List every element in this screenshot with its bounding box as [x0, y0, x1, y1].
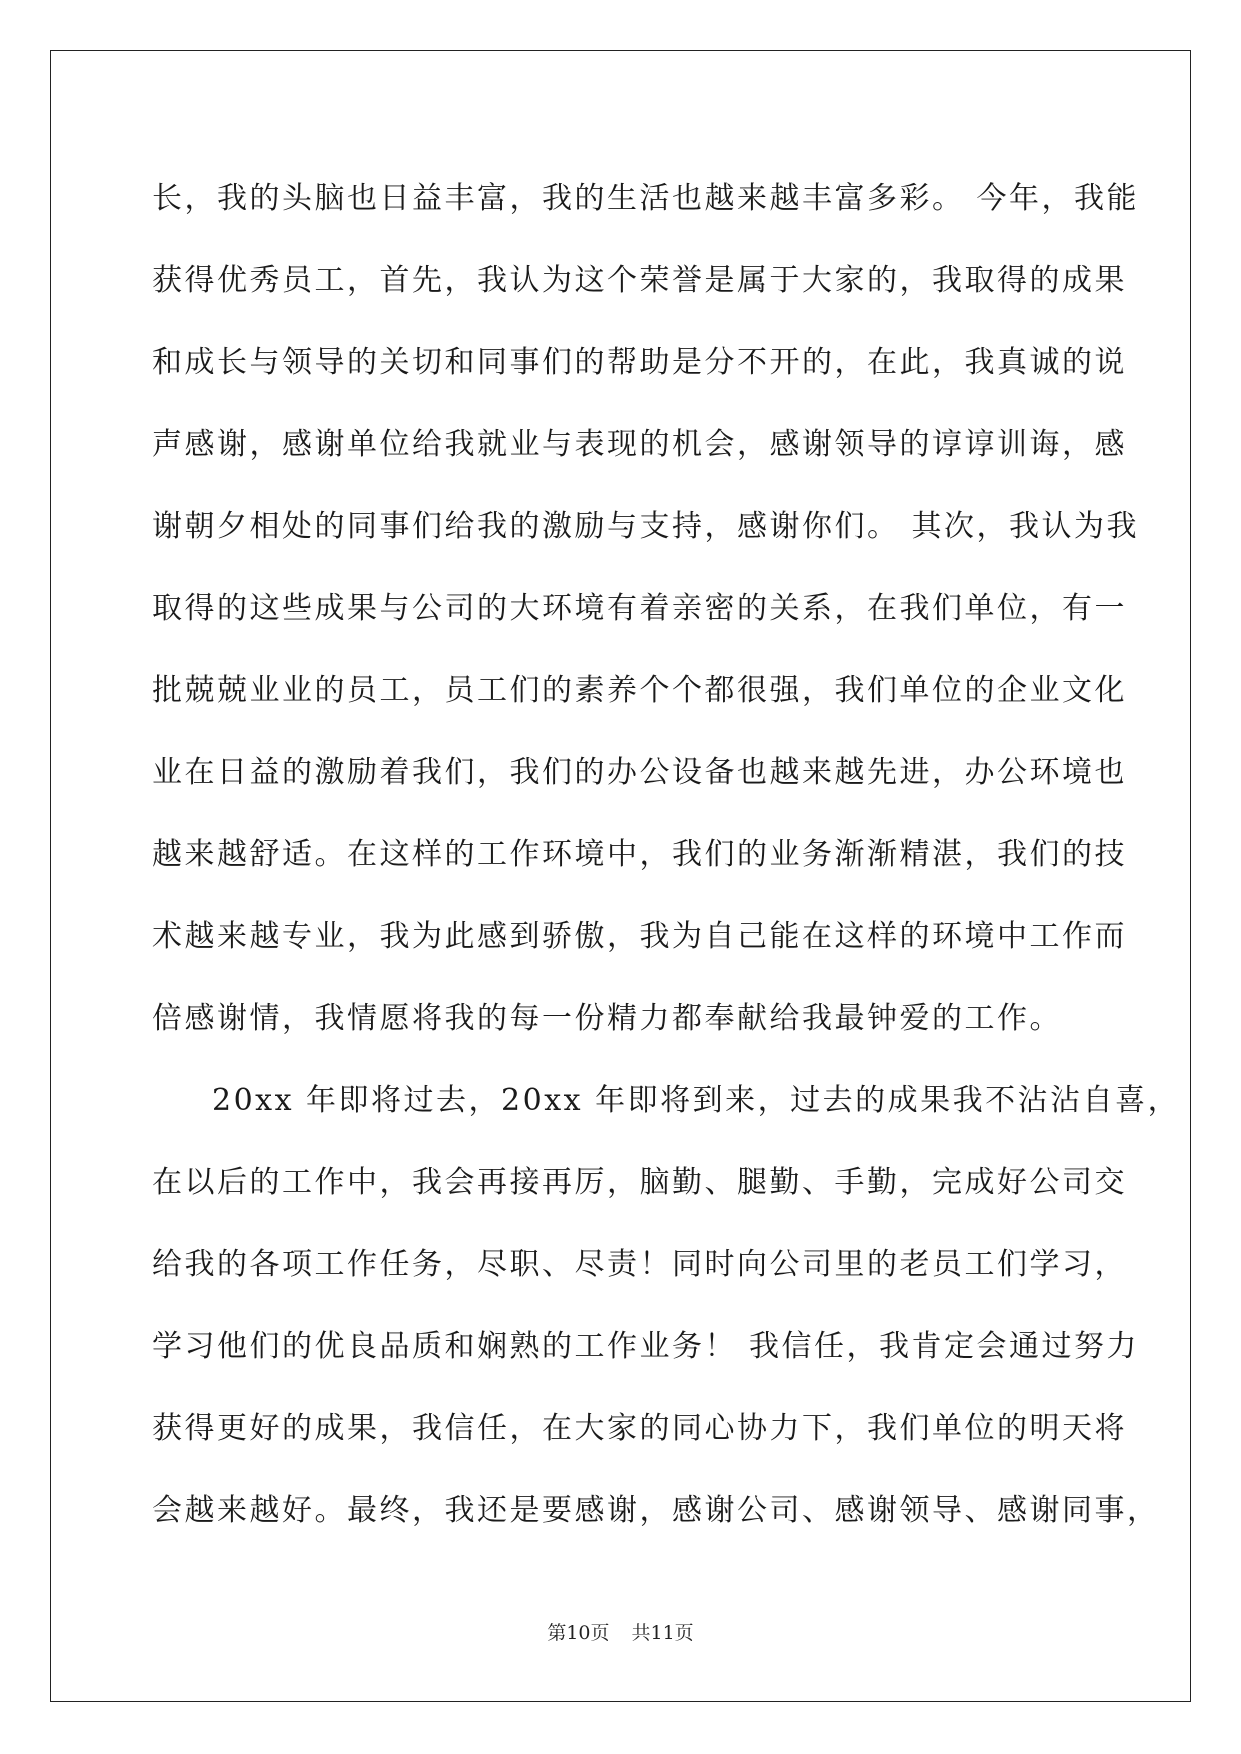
- text-line: 获得优秀员工，首先，我认为这个荣誉是属于大家的，我取得的成果: [152, 263, 1127, 298]
- text-line: 声感谢，感谢单位给我就业与表现的机会，感谢领导的谆谆训诲，感: [152, 427, 1127, 462]
- text-line: 越来越舒适。在这样的工作环境中，我们的业务渐渐精湛，我们的技: [152, 837, 1127, 872]
- text-line: 和成长与领导的关切和同事们的帮助是分不开的，在此，我真诚的说: [152, 345, 1127, 380]
- paragraph-start-line: 20xx 年即将过去，20xx 年即将到来，过去的成果我不沾沾自喜，: [212, 1083, 1181, 1118]
- page-total: 共11页: [631, 1622, 694, 1644]
- text-line: 谢朝夕相处的同事们给我的激励与支持，感谢你们。 其次，我认为我: [152, 509, 1140, 544]
- text-line: 批兢兢业业的员工，员工们的素养个个都很强，我们单位的企业文化: [152, 673, 1127, 708]
- page-footer: [0, 1618, 1241, 1645]
- text-line: 学习他们的优良品质和娴熟的工作业务！ 我信任，我肯定会通过努力: [152, 1329, 1140, 1364]
- text-line: 获得更好的成果，我信任，在大家的同心协力下，我们单位的明天将: [152, 1411, 1127, 1446]
- text-line: 取得的这些成果与公司的大环境有着亲密的关系，在我们单位，有一: [152, 591, 1127, 626]
- text-line: 在以后的工作中，我会再接再厉，脑勤、腿勤、手勤，完成好公司交: [152, 1165, 1127, 1200]
- text-line: 长，我的头脑也日益丰富，我的生活也越来越丰富多彩。 今年，我能: [152, 181, 1140, 216]
- page-number: 第10页: [547, 1622, 610, 1644]
- text-line: 业在日益的激励着我们，我们的办公设备也越来越先进，办公环境也: [152, 755, 1127, 790]
- text-line: 术越来越专业，我为此感到骄傲，我为自己能在这样的环境中工作而: [152, 919, 1127, 954]
- document-body: [152, 158, 1181, 1552]
- text-line: 倍感谢情，我情愿将我的每一份精力都奉献给我最钟爱的工作。: [152, 1001, 1062, 1036]
- text-line: 会越来越好。最终，我还是要感谢，感谢公司、感谢领导、感谢同事，: [152, 1493, 1160, 1528]
- text-line: 给我的各项工作任务，尽职、尽责！同时向公司里的老员工们学习，: [152, 1247, 1127, 1282]
